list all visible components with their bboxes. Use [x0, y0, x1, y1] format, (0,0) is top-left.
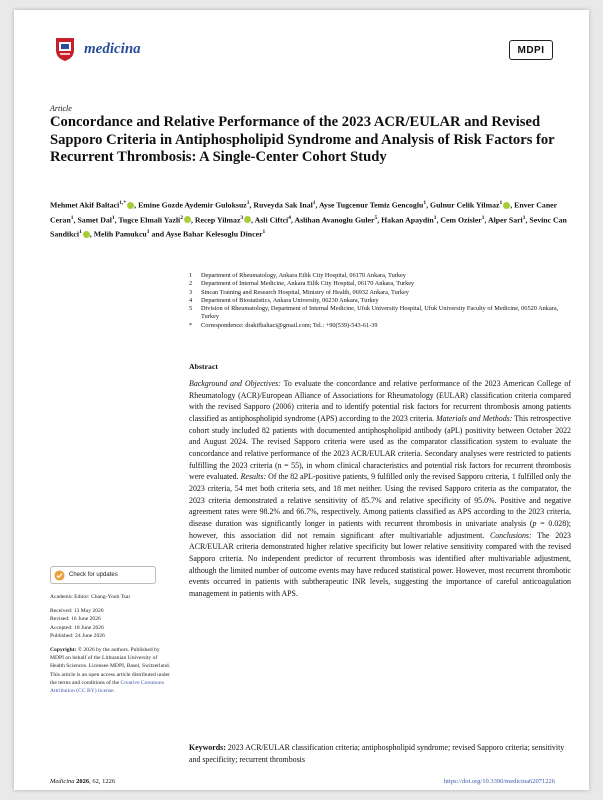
author[interactable]: Asli Ciftci	[254, 215, 289, 225]
affiliations	[189, 272, 569, 330]
copyright-label: Copyright:	[50, 647, 77, 654]
author-affiliation-mark: 1	[423, 200, 427, 206]
author[interactable]: Mehmet Akif Baltaci	[50, 200, 120, 210]
conclusions-text: The 2023 ACR/EULAR criteria demonstrated higher relative specificity but lower relative sensitivity compared with the revised Sapporo criteria. No independent predictor of recurrent thrombosis was identified after multivariable adjustment, although the limited number of outcome events may have reduced statistical power. However, most recurrent thrombotic events occurred in patients with subtherapeutic INR levels, suggesting the importance of careful anticoagulation management in patients with APS.	[189, 530, 571, 598]
published-date: Published: 24 June 2026	[50, 632, 105, 639]
results-text-continued: = 0.028); however, this association did not remain significant after multivariable adjustment.	[189, 518, 571, 540]
author-affiliation-mark: 1	[433, 214, 437, 221]
orcid-icon[interactable]	[184, 216, 191, 223]
copyright-text: © 2026 by the authors. Published by MDPI on behalf of the Lithuanian University of Health Sciences. Licensee MDPI, Basel, Switzerland. This article is an open access article distributed under the terms and conditions of the	[50, 647, 171, 686]
author[interactable]: Alper Sari	[488, 215, 523, 225]
results-label: Results:	[240, 472, 267, 482]
abstract-body	[189, 378, 571, 599]
keywords	[189, 742, 571, 765]
author-list: Mehmet Akif Baltaci$^{1,*}$ , Emine Gozde Aydemir Guloksuz$^1$, Ruveyda Sak Inal$^1$, Ayse Tugcenur Temiz Gencoglu$^1$, Gulnur Celik Yilmaz$^1$ , Enver Caner Ceran$^1$, Samet Dal$^1$, Tugce Elmali Yazli$^2$ , Recep Yilmaz$^3$ , Asli Ciftci$^4$, Aslihan Avanoglu Guler$^5$, Hakan Apaydin$^1$, Cem Ozisler$^1$, Alper Sari$^1$, Sevinc Can Sandikci$^1$ , Melih Pamukcu$^1$ and Ayse Bahar Kelesoglu Dincer$^1$	[50, 200, 567, 239]
orcid-icon[interactable]	[503, 202, 510, 209]
author-affiliation-mark: 2	[180, 214, 183, 221]
author-affiliation-mark: 1	[111, 214, 115, 221]
background-text: To evaluate the concordance and relative performance of the 2023 American College of Rheumatology (ACR)/European Alliance of Associations for Rheumatology (EULAR) classification criteria compared with the revised Sapporo (2006) criteria and to identify potential risk factors for recurrent thrombosis among patients classified as antiphospholipid syndrome (APS) according to the 2023 criteria.	[189, 379, 571, 423]
author-affiliation-mark: 1	[312, 200, 316, 206]
author[interactable]: Sevinc Can Sandikci	[50, 215, 567, 239]
affiliation-number: 1	[189, 272, 193, 279]
author-affiliation-mark: 1	[522, 214, 526, 221]
affiliation-text: Correspondence: drakifbaltaci@gmail.com; Tel.: +90(539)-543-61-39	[201, 321, 378, 329]
medicina-logo-icon	[54, 36, 76, 62]
affiliation-number: 3	[189, 288, 193, 296]
affiliation-text: Department of Rheumatology, Ankara Etlik City Hospital, 06170 Ankara, Turkey	[201, 272, 406, 279]
author-affiliation-mark: 1,*	[119, 200, 127, 206]
author[interactable]: Samet Dal	[77, 215, 112, 225]
check-for-updates-button[interactable]	[50, 566, 156, 584]
check-updates-icon	[54, 570, 65, 581]
doi-link[interactable]: https://doi.org/10.3390/medicina62071226	[443, 778, 555, 785]
citation	[50, 778, 115, 785]
author-affiliation-mark: 1	[79, 229, 82, 236]
affiliation-item	[189, 280, 569, 288]
author-affiliation-mark: 1	[499, 200, 503, 206]
journal-logo	[54, 36, 141, 62]
author-affiliation-mark: 5	[374, 214, 378, 221]
article-page	[14, 10, 589, 790]
affiliation-number: 2	[189, 280, 193, 288]
author-affiliation-mark: 1	[146, 229, 150, 236]
footer-journal: Medicina	[50, 778, 75, 785]
academic-editor: Academic Editor: Chang-Youh Tsai	[50, 594, 130, 600]
author[interactable]: Recep Yilmaz	[194, 215, 241, 225]
author[interactable]: Ayse Bahar Kelesoglu Dincer	[165, 229, 263, 239]
author[interactable]: Enver Caner Ceran	[50, 200, 557, 225]
affiliation-item	[189, 305, 569, 322]
affiliation-item	[189, 289, 569, 297]
author[interactable]: Ruveyda Sak Inal	[253, 200, 313, 210]
footer-year: 2026	[76, 778, 90, 785]
methods-text: This retrospective cohort study included 82 patients with documented antiphospholipid antibody (aPL) positivity between October 2022 and August 2024. The revised Sapporo criteria were used as the comparator classification system to evaluate the concordance and relative performance of the 2023 ACR/EULAR criteria. Secondary analyses were restricted to patients fulfilling the 2023 criteria (n = 55), in whom clinical characteristics and potential risk factors for recurrent thrombosis were evaluated.	[189, 413, 571, 482]
keywords-label: Keywords:	[189, 743, 226, 752]
abstract-heading: Abstract	[189, 362, 219, 371]
conclusions-label: Conclusions:	[489, 530, 532, 540]
article-type: Article	[50, 104, 72, 113]
affiliation-item	[189, 297, 569, 305]
license-link[interactable]: Creative Commons Attribution (CC BY) license.	[50, 679, 164, 695]
orcid-icon[interactable]	[244, 216, 251, 223]
author-affiliation-mark: 4	[288, 214, 291, 221]
affiliation-text: Department of Biostatistics, Ankara University, 06230 Ankara, Turkey	[201, 296, 379, 304]
author[interactable]: Ayse Tugcenur Temiz Gencoglu	[319, 200, 424, 210]
check-updates-label: Check for updates	[69, 571, 118, 578]
affiliation-number: 5	[189, 305, 193, 313]
affiliation-number: *	[189, 321, 193, 329]
copyright-notice	[50, 646, 172, 695]
affiliation-text: Division of Rheumatology, Department of Internal Medicine, Ufuk University Hospital, Ufuk University Faculty of Medicine, 06520 Ankara, Turkey	[201, 305, 559, 321]
journal-name: medicina	[84, 40, 141, 57]
affiliation-text: Sincan Training and Research Hospital, Ministry of Health, 06932 Ankara, Turkey	[201, 288, 409, 296]
orcid-icon[interactable]	[83, 231, 90, 238]
keywords-text: 2023 ACR/EULAR classification criteria; antiphospholipid syndrome; revised Sapporo criteria; sensitivity and specificity; recurrent thrombosis	[189, 743, 565, 764]
author[interactable]: Melih Pamukcu	[93, 229, 147, 239]
author[interactable]: Hakan Apaydin	[381, 215, 434, 225]
author[interactable]: Cem Ozisler	[440, 215, 482, 225]
results-text: Of the 82 aPL-positive patients, 9 fulfilled only the revised Sapporo criteria, 1 fulfilled only the 2023 criteria, 54 met both criteria sets, and 18 met neither. Using the revised Sapporo criteria as the comparator, the 2023 criteria demonstrated a relative sensitivity of 85.7% and relative specificity of 95.0%. Positive and negative agreement rates were 98.2% and 66.7%, respectively. Among patients classified as APS according to the 2023 criteria, disease duration was significantly longer in patients with recurrent thrombosis in univariate analysis (	[189, 472, 572, 528]
page-footer	[50, 778, 555, 785]
mdpi-logo: MDPI	[509, 40, 553, 60]
author-affiliation-mark: 1	[262, 229, 266, 236]
author[interactable]: Aslihan Avanoglu Guler	[294, 215, 375, 225]
affiliation-item	[189, 322, 569, 330]
article-info-sidebar	[50, 566, 172, 695]
author-affiliation-mark: 1	[70, 214, 74, 221]
received-date: Received: 13 May 2026	[50, 608, 104, 615]
accepted-date: Accepted: 18 June 2026	[50, 624, 104, 631]
author[interactable]: Tugce Elmali Yazli	[118, 215, 181, 225]
author[interactable]: Gulnur Celik Yilmaz	[430, 200, 500, 210]
affiliation-text: Department of Internal Medicine, Ankara Etlik City Hospital, 06170 Ankara, Turkey	[201, 280, 415, 288]
author[interactable]: Emine Gozde Aydemir Guloksuz	[138, 200, 247, 210]
background-label: Background and Objectives:	[189, 379, 281, 388]
methods-label: Materials and Methods:	[436, 413, 513, 423]
p-value-symbol: p	[532, 518, 537, 528]
author-affiliation-mark: 1	[481, 214, 485, 221]
author-affiliation-mark: 3	[240, 214, 244, 221]
affiliation-item	[189, 272, 569, 280]
revised-date: Revised: 16 June 2026	[50, 616, 101, 623]
affiliation-number: 4	[189, 296, 193, 304]
author-affiliation-mark: 1	[246, 200, 250, 206]
orcid-icon[interactable]	[127, 202, 134, 209]
article-title: Concordance and Relative Performance of the 2023 ACR/EULAR and Revised Sapporo Criteria in Antiphospholipid Syndrome and Analysis of Risk Factors for Recurrent Thrombosis: A Single-Center Cohort Study	[50, 114, 555, 166]
footer-volume: , 62, 1226	[89, 778, 116, 785]
